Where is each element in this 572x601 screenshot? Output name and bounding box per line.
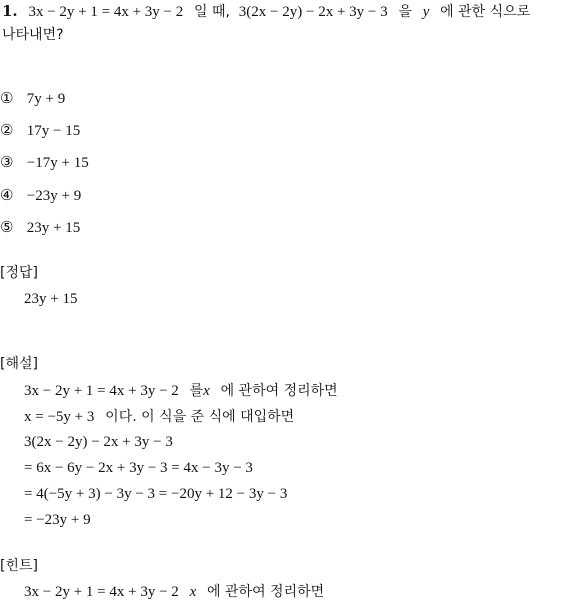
explanation-variable: x xyxy=(203,383,210,399)
choice-value: 17y − 15 xyxy=(26,123,81,139)
choice-value: 23y + 15 xyxy=(26,220,81,236)
hint-label: [힌트] xyxy=(0,558,38,574)
choice-mark: ⑤ xyxy=(0,218,14,236)
question-text-2: 을 xyxy=(398,4,412,20)
choice-3[interactable] xyxy=(0,153,89,172)
question-line-1 xyxy=(2,2,530,21)
question-variable: y xyxy=(422,4,430,20)
choice-mark: ③ xyxy=(0,153,14,171)
choice-value: −17y + 15 xyxy=(26,155,89,171)
explanation-line-2 xyxy=(24,407,294,426)
choice-4[interactable] xyxy=(0,186,81,205)
explanation-line-6: = −23y + 9 xyxy=(24,512,91,528)
hint-line xyxy=(24,582,324,601)
explanation-text-3: 이다. 이 식을 준 식에 대입하면 xyxy=(105,409,295,425)
answer-label: [정답] xyxy=(0,265,38,281)
question-text-3: 에 관한 식으로 xyxy=(440,4,531,20)
hint-text: 에 관하여 정리하면 xyxy=(207,584,325,600)
hint-equation: 3x − 2y + 1 = 4x + 3y − 2 xyxy=(24,584,179,600)
explanation-solution: x = −5y + 3 xyxy=(24,409,95,425)
explanation-text-2: 에 관하여 정리하면 xyxy=(220,383,338,399)
choice-1[interactable] xyxy=(0,89,65,108)
explanation-label: [해설] xyxy=(0,356,38,372)
choice-mark: ② xyxy=(0,121,14,139)
explanation-text: 를 xyxy=(189,383,204,399)
explanation-line-5: = 4(−5y + 3) − 3y − 3 = −20y + 12 − 3y − 3 xyxy=(24,486,288,502)
question-expression: 3(2x − 2y) − 2x + 3y − 3 xyxy=(238,4,388,20)
choice-5[interactable] xyxy=(0,218,80,237)
question-text-1: 일 때, xyxy=(194,4,230,20)
explanation-line-1 xyxy=(24,381,338,400)
answer-value: 23y + 15 xyxy=(24,291,78,307)
choice-mark: ④ xyxy=(0,186,14,204)
question-equation: 3x − 2y + 1 = 4x + 3y − 2 xyxy=(28,4,184,20)
explanation-line-4: = 6x − 6y − 2x + 3y − 3 = 4x − 3y − 3 xyxy=(24,460,253,476)
explanation-line-3: 3(2x − 2y) − 2x + 3y − 3 xyxy=(24,434,173,450)
choice-2[interactable] xyxy=(0,121,80,140)
question-line-2: 나타내면? xyxy=(2,27,64,43)
choice-value: −23y + 9 xyxy=(26,188,82,204)
choice-value: 7y + 9 xyxy=(26,91,66,107)
hint-variable: x xyxy=(189,584,197,600)
explanation-equation: 3x − 2y + 1 = 4x + 3y − 2 xyxy=(24,383,179,399)
question-number: 1. xyxy=(2,2,18,20)
choice-mark: ① xyxy=(0,89,14,107)
